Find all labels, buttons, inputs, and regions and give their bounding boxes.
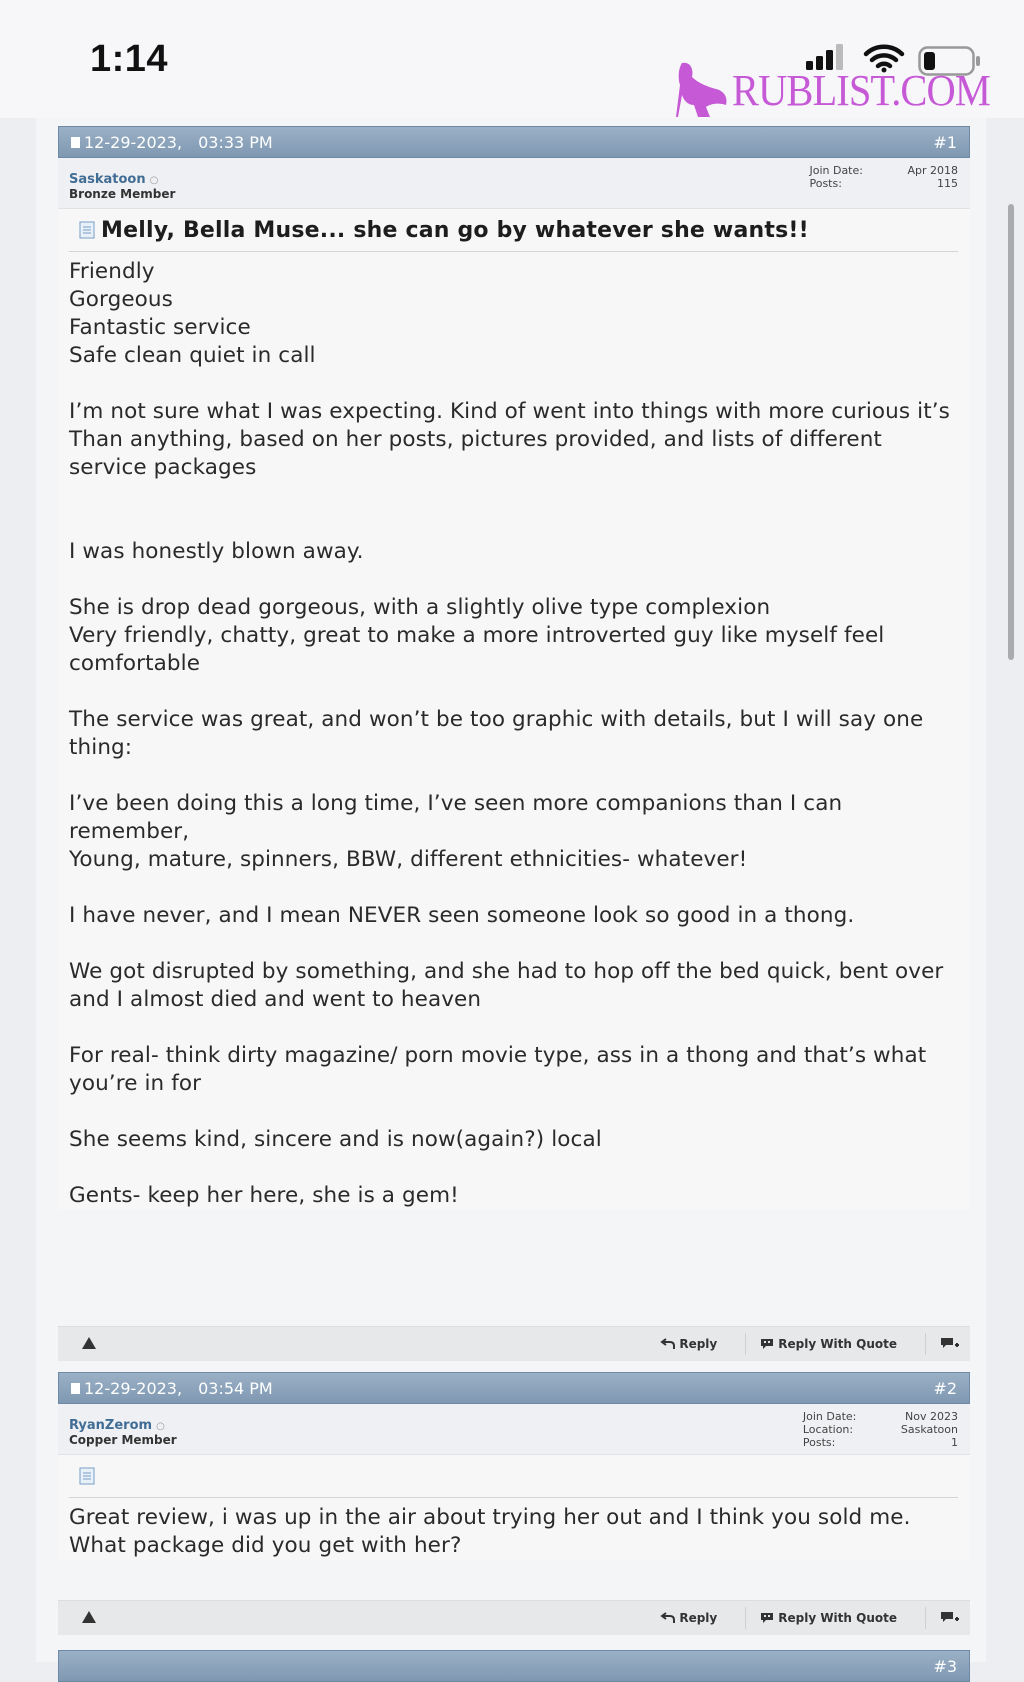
stat-value: Apr 2018 xyxy=(907,164,958,177)
report-post-icon[interactable] xyxy=(82,1611,96,1623)
stat-value: Nov 2023 xyxy=(905,1410,958,1423)
multi-quote-icon xyxy=(940,1611,960,1625)
footer-divider xyxy=(925,1607,926,1629)
post-body xyxy=(58,209,970,1210)
quote-bubble-icon xyxy=(760,1612,774,1624)
stat-value: 1 xyxy=(951,1436,958,1449)
post-date: 12-29-2023, 03:54 PM xyxy=(71,1379,273,1398)
post-header xyxy=(58,1650,970,1682)
post-title-row xyxy=(69,1455,958,1498)
user-title: Copper Member xyxy=(69,1433,177,1447)
watermark-text: RUBLIST.COM xyxy=(732,65,990,115)
post-footer xyxy=(58,1326,970,1361)
reply-button[interactable]: Reply xyxy=(661,1337,717,1351)
document-icon xyxy=(79,1467,95,1485)
footer-divider xyxy=(925,1333,926,1355)
post-date: 12-29-2023, 03:33 PM xyxy=(71,133,273,152)
post-header xyxy=(58,1372,970,1404)
username-link[interactable]: Saskatoon ○ xyxy=(69,172,159,187)
reply-arrow-icon xyxy=(661,1612,675,1624)
post xyxy=(58,1372,970,1625)
post-status-icon xyxy=(71,1383,80,1394)
user-title: Bronze Member xyxy=(69,187,176,201)
post-number-link[interactable]: #3 xyxy=(933,1656,957,1676)
post-status-icon xyxy=(71,137,80,148)
post xyxy=(58,1650,970,1676)
document-icon xyxy=(79,221,95,239)
stat-label: Posts: xyxy=(802,1436,836,1449)
offline-status-icon: ○ xyxy=(149,175,159,186)
watermark xyxy=(676,58,1012,122)
stat-value: 115 xyxy=(937,177,958,190)
post-message: Friendly Gorgeous Fantastic service Safe clean quiet in call I’m not sure what I was expecting. Kind of went into things with more curious it’s Than anything, based on her posts, pictures provided, and lists of different service packages I was honestly blown away. She is drop dead gorgeous, with a slightly olive type complexion Very friendly, chatty, great to make a more introverted guy like myself feel comfortable The service was great, and won’t be too graphic with details, but I will say one thing: I’ve been doing this a long time, I’ve seen more companions than I can remember, Young, mature, spinners, BBW, different ethnicities- whatever! I have never, and I mean NEVER seen someone look so good in a thong. We got disrupted by something, and she had to hop off the bed quick, bent over and I almost died and went to heaven For real- think dirty magazine/ porn movie type, ass in a thong and that’s what you’re in for She seems kind, sincere and is now(again?) local Gents- keep her here, she is a gem! xyxy=(69,259,950,1208)
status-time: 1:14 xyxy=(90,38,169,80)
post-title: Melly, Bella Muse... she can go by whatever she wants!! xyxy=(101,217,809,243)
stat-label: Location: xyxy=(802,1423,854,1436)
stat-label: Posts: xyxy=(809,177,842,190)
status-bar xyxy=(0,0,1024,118)
stat-label: Join Date: xyxy=(809,164,863,177)
post-title-row xyxy=(69,209,958,252)
user-stats xyxy=(809,164,958,190)
post-footer xyxy=(58,1600,970,1635)
stat-label: Join Date: xyxy=(802,1410,857,1423)
footer-divider xyxy=(745,1607,746,1629)
reply-arrow-icon xyxy=(661,1338,675,1350)
stat-value: Saskatoon xyxy=(900,1423,958,1436)
multi-quote-button[interactable] xyxy=(940,1337,960,1351)
post-message: Great review, i was up in the air about trying her out and I think you sold me. What package did you get with her? xyxy=(69,1505,918,1558)
offline-status-icon: ○ xyxy=(156,1421,165,1432)
post-body xyxy=(58,1455,970,1560)
footer-divider xyxy=(745,1333,746,1355)
quote-bubble-icon xyxy=(760,1338,774,1350)
scrollbar[interactable] xyxy=(1008,204,1014,660)
reply-with-quote-button[interactable]: Reply With Quote xyxy=(760,1611,897,1625)
user-info-bar xyxy=(58,1404,970,1455)
user-info-bar xyxy=(58,158,970,209)
post-number-link[interactable]: #1 xyxy=(933,132,957,152)
post-header xyxy=(58,126,970,158)
multi-quote-icon xyxy=(940,1337,960,1351)
multi-quote-button[interactable] xyxy=(940,1611,960,1625)
post-number-link[interactable]: #2 xyxy=(933,1378,957,1398)
post xyxy=(58,126,970,1351)
user-stats xyxy=(803,1410,958,1449)
username-link[interactable]: RyanZerom ○ xyxy=(69,1418,165,1433)
watermark-figure-icon xyxy=(676,61,730,119)
reply-with-quote-button[interactable]: Reply With Quote xyxy=(760,1337,897,1351)
report-post-icon[interactable] xyxy=(82,1337,96,1349)
reply-button[interactable]: Reply xyxy=(661,1611,717,1625)
